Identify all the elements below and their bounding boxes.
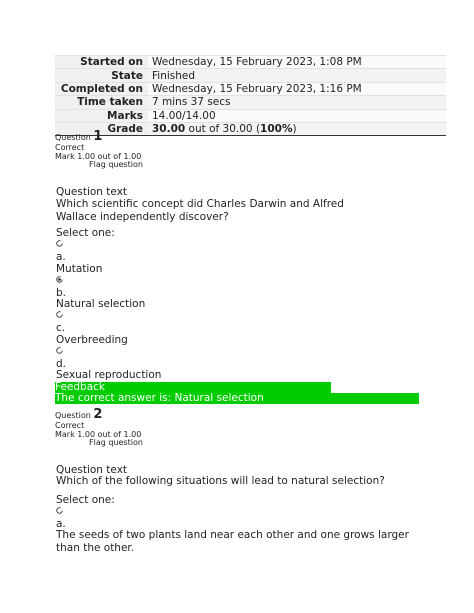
option-letter: c. xyxy=(56,322,66,334)
grade-value xyxy=(148,122,446,135)
option-text: Mutation xyxy=(56,263,103,275)
question-number: 1 xyxy=(93,129,103,144)
option-text: The seeds of two plants land near each other and one grows larger than the other. xyxy=(56,529,409,554)
summary-value: Wednesday, 15 February 2023, 1:16 PM xyxy=(148,82,446,95)
summary-value: Wednesday, 15 February 2023, 1:08 PM xyxy=(148,56,446,69)
summary-value: Finished xyxy=(148,69,446,82)
option-text: Natural selection xyxy=(56,298,146,310)
question-status: Correct xyxy=(55,420,85,430)
option-text: Overbreeding xyxy=(56,334,128,346)
select-one-label: Select one: xyxy=(56,494,115,506)
summary-label: State xyxy=(55,69,148,82)
summary-row-marks xyxy=(55,109,446,122)
grade-percent: 100% xyxy=(260,123,293,136)
radio-option-c[interactable] xyxy=(56,311,63,318)
radio-option-a[interactable] xyxy=(56,507,63,514)
question-status: Correct xyxy=(55,142,85,152)
question-info-2 xyxy=(55,407,142,440)
select-one-label: Select one: xyxy=(56,227,115,239)
flag-question-link[interactable]: Flag question xyxy=(89,160,143,169)
option-text: Sexual reproduction xyxy=(56,369,162,381)
attempt-summary-table xyxy=(55,55,446,136)
question-prefix: Question xyxy=(55,133,91,142)
summary-label: Grade xyxy=(55,122,148,135)
question-text: Which scientific concept did Charles Darwin and Alfred Wallace independently discover? xyxy=(56,198,344,223)
option-letter: d. xyxy=(56,358,67,370)
radio-option-d[interactable] xyxy=(56,347,63,354)
radio-option-b-checked[interactable] xyxy=(56,276,63,283)
grade-score: 30.00 xyxy=(152,123,186,136)
summary-label: Time taken xyxy=(55,96,148,109)
grade-close: ) xyxy=(292,123,297,136)
radio-option-a[interactable] xyxy=(56,240,63,247)
question-mark: Mark 1.00 out of 1.00 xyxy=(55,430,142,439)
question-prefix: Question xyxy=(55,411,91,420)
feedback-label: Feedback xyxy=(55,382,331,393)
option-letter: a. xyxy=(56,518,66,530)
question-number: 2 xyxy=(93,407,103,422)
summary-row-time xyxy=(55,96,446,109)
option-letter: b. xyxy=(56,287,67,299)
grade-out-of: out of 30.00 ( xyxy=(185,123,261,136)
feedback-correct-answer: The correct answer is: Natural selection xyxy=(55,393,419,404)
question-mark: Mark 1.00 out of 1.00 xyxy=(55,152,142,161)
flag-question-link[interactable]: Flag question xyxy=(89,438,143,447)
summary-value: 7 mins 37 secs xyxy=(148,96,446,109)
question-text: Which of the following situations will lead to natural selection? xyxy=(56,475,385,487)
question-text-label: Question text xyxy=(56,464,128,476)
summary-value: 14.00/14.00 xyxy=(148,109,446,122)
summary-label: Marks xyxy=(55,109,148,122)
summary-label: Completed on xyxy=(55,82,148,95)
question-text-label: Question text xyxy=(56,186,128,198)
summary-label: Started on xyxy=(55,56,148,69)
summary-row-completed xyxy=(55,82,446,95)
summary-row-started xyxy=(55,56,446,69)
summary-row-state xyxy=(55,69,446,82)
option-letter: a. xyxy=(56,251,66,263)
